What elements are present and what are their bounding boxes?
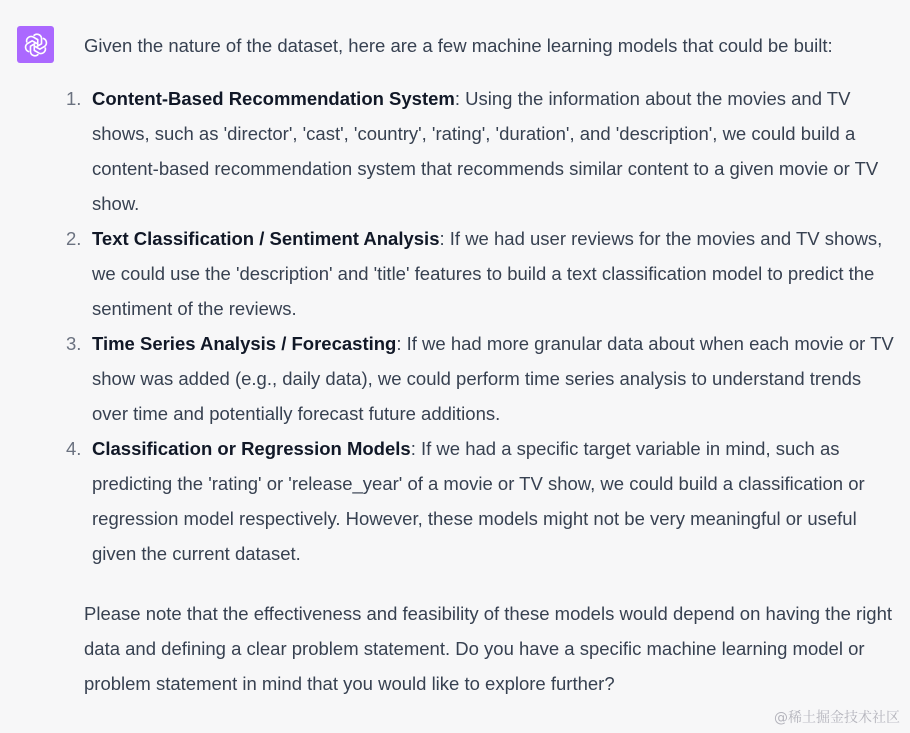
list-number: 4. [66,438,82,459]
item-title: Classification or Regression Models [92,438,411,459]
model-list [66,81,899,571]
item-text: : Using the information about the movies and TV shows, such as 'director', 'cast', 'country', 'rating', 'duration', and 'description', we could build a content-based recommendation system that recommends similar content to a given movie or TV show. [92,88,879,214]
list-item [66,326,899,431]
item-title: Content-Based Recommendation System [92,88,455,109]
list-item [66,431,899,571]
item-title: Text Classification / Sentiment Analysis [92,228,440,249]
list-item [66,221,899,326]
openai-logo-icon [23,32,49,58]
item-text: : If we had more granular data about when each movie or TV show was added (e.g., daily data), we could perform time series analysis to understand trends over time and potentially forecast future additions. [92,333,894,424]
list-number: 2. [66,228,82,249]
message-intro: Given the nature of the dataset, here are a few machine learning models that could be built: [84,35,833,56]
list-number: 3. [66,333,82,354]
message-content [66,28,899,701]
message-closing: Please note that the effectiveness and feasibility of these models would depend on having the right data and defining a clear problem statement. Do you have a specific machine learning model or problem statement in mind that you would like to explore further? [84,603,893,694]
assistant-avatar [17,26,54,63]
item-title: Time Series Analysis / Forecasting [92,333,397,354]
list-item [66,81,899,221]
list-number: 1. [66,88,82,109]
watermark: @稀土掘金技术社区 [774,710,900,726]
item-text: : If we had a specific target variable in mind, such as predicting the 'rating' or 'release_year' of a movie or TV show, we could build a classification or regression model respectively. However, these models might not be very meaningful or useful given the current dataset. [92,438,865,564]
item-text: : If we had user reviews for the movies and TV shows, we could use the 'description' and 'title' features to build a text classification model to predict the sentiment of the reviews. [92,228,883,319]
